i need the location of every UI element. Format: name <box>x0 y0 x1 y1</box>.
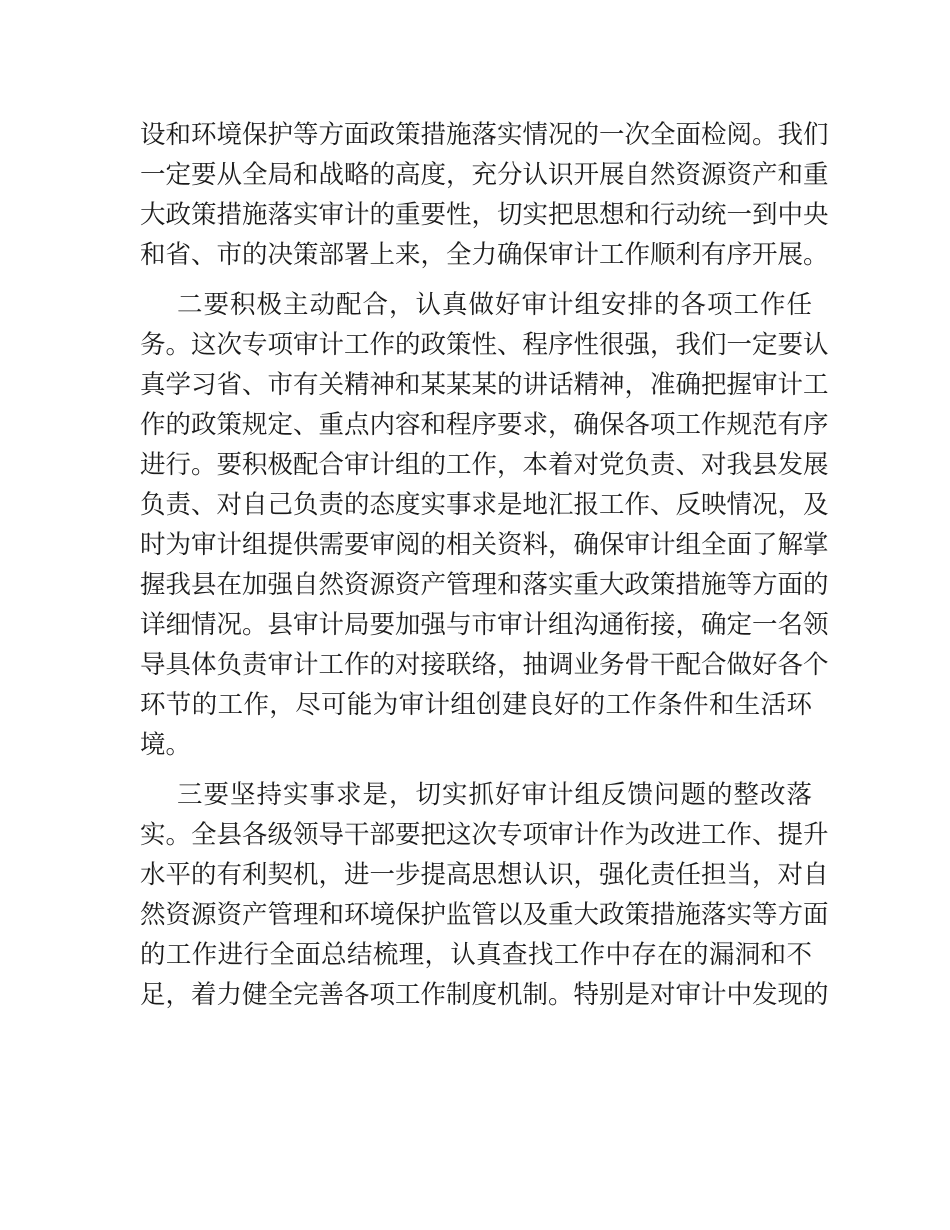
text-line: 详细情况。县审计局要加强与市审计组沟通衔接，确定一名领 <box>140 610 829 640</box>
text-line: 然资源资产管理和环境保护监管以及重大政策措施落实等方面 <box>140 900 829 930</box>
text-line: 大政策措施落实审计的重要性，切实把思想和行动统一到中央 <box>140 200 829 230</box>
paragraph-2 <box>140 285 829 765</box>
text-line: 境。 <box>140 730 192 760</box>
text-line: 导具体负责审计工作的对接联络，抽调业务骨干配合做好各个 <box>140 650 829 680</box>
text-line: 实。全县各级领导干部要把这次专项审计作为改进工作、提升 <box>140 820 829 850</box>
text-line: 足，着力健全完善各项工作制度机制。特别是对审计中发现的 <box>140 980 829 1010</box>
text-line: 真学习省、市有关精神和某某某的讲话精神，准确把握审计工 <box>140 370 829 400</box>
text-line: 进行。要积极配合审计组的工作，本着对党负责、对我县发展 <box>140 450 829 480</box>
text-line: 设和环境保护等方面政策措施落实情况的一次全面检阅。我们 <box>140 120 829 150</box>
paragraph-3 <box>140 775 829 1015</box>
text-line: 二要积极主动配合，认真做好审计组安排的各项工作任 <box>177 290 812 320</box>
text-line: 的工作进行全面总结梳理，认真查找工作中存在的漏洞和不 <box>140 940 812 970</box>
document-body <box>140 115 829 1015</box>
text-line: 负责、对自己负责的态度实事求是地汇报工作、反映情况，及 <box>140 490 829 520</box>
text-line: 环节的工作，尽可能为审计组创建良好的工作条件和生活环 <box>140 690 812 720</box>
paragraph-1 <box>140 115 829 275</box>
text-line: 作的政策规定、重点内容和程序要求，确保各项工作规范有序 <box>140 410 829 440</box>
text-line: 一定要从全局和战略的高度，充分认识开展自然资源资产和重 <box>140 160 829 190</box>
text-line: 时为审计组提供需要审阅的相关资料，确保审计组全面了解掌 <box>140 530 829 560</box>
text-line: 三要坚持实事求是，切实抓好审计组反馈问题的整改落 <box>177 780 812 810</box>
text-line: 握我县在加强自然资源资产管理和落实重大政策措施等方面的 <box>140 570 829 600</box>
text-line: 务。这次专项审计工作的政策性、程序性很强，我们一定要认 <box>140 330 829 360</box>
text-line: 水平的有利契机，进一步提高思想认识，强化责任担当，对自 <box>140 860 829 890</box>
text-line: 和省、市的决策部署上来，全力确保审计工作顺利有序开展。 <box>140 240 829 270</box>
